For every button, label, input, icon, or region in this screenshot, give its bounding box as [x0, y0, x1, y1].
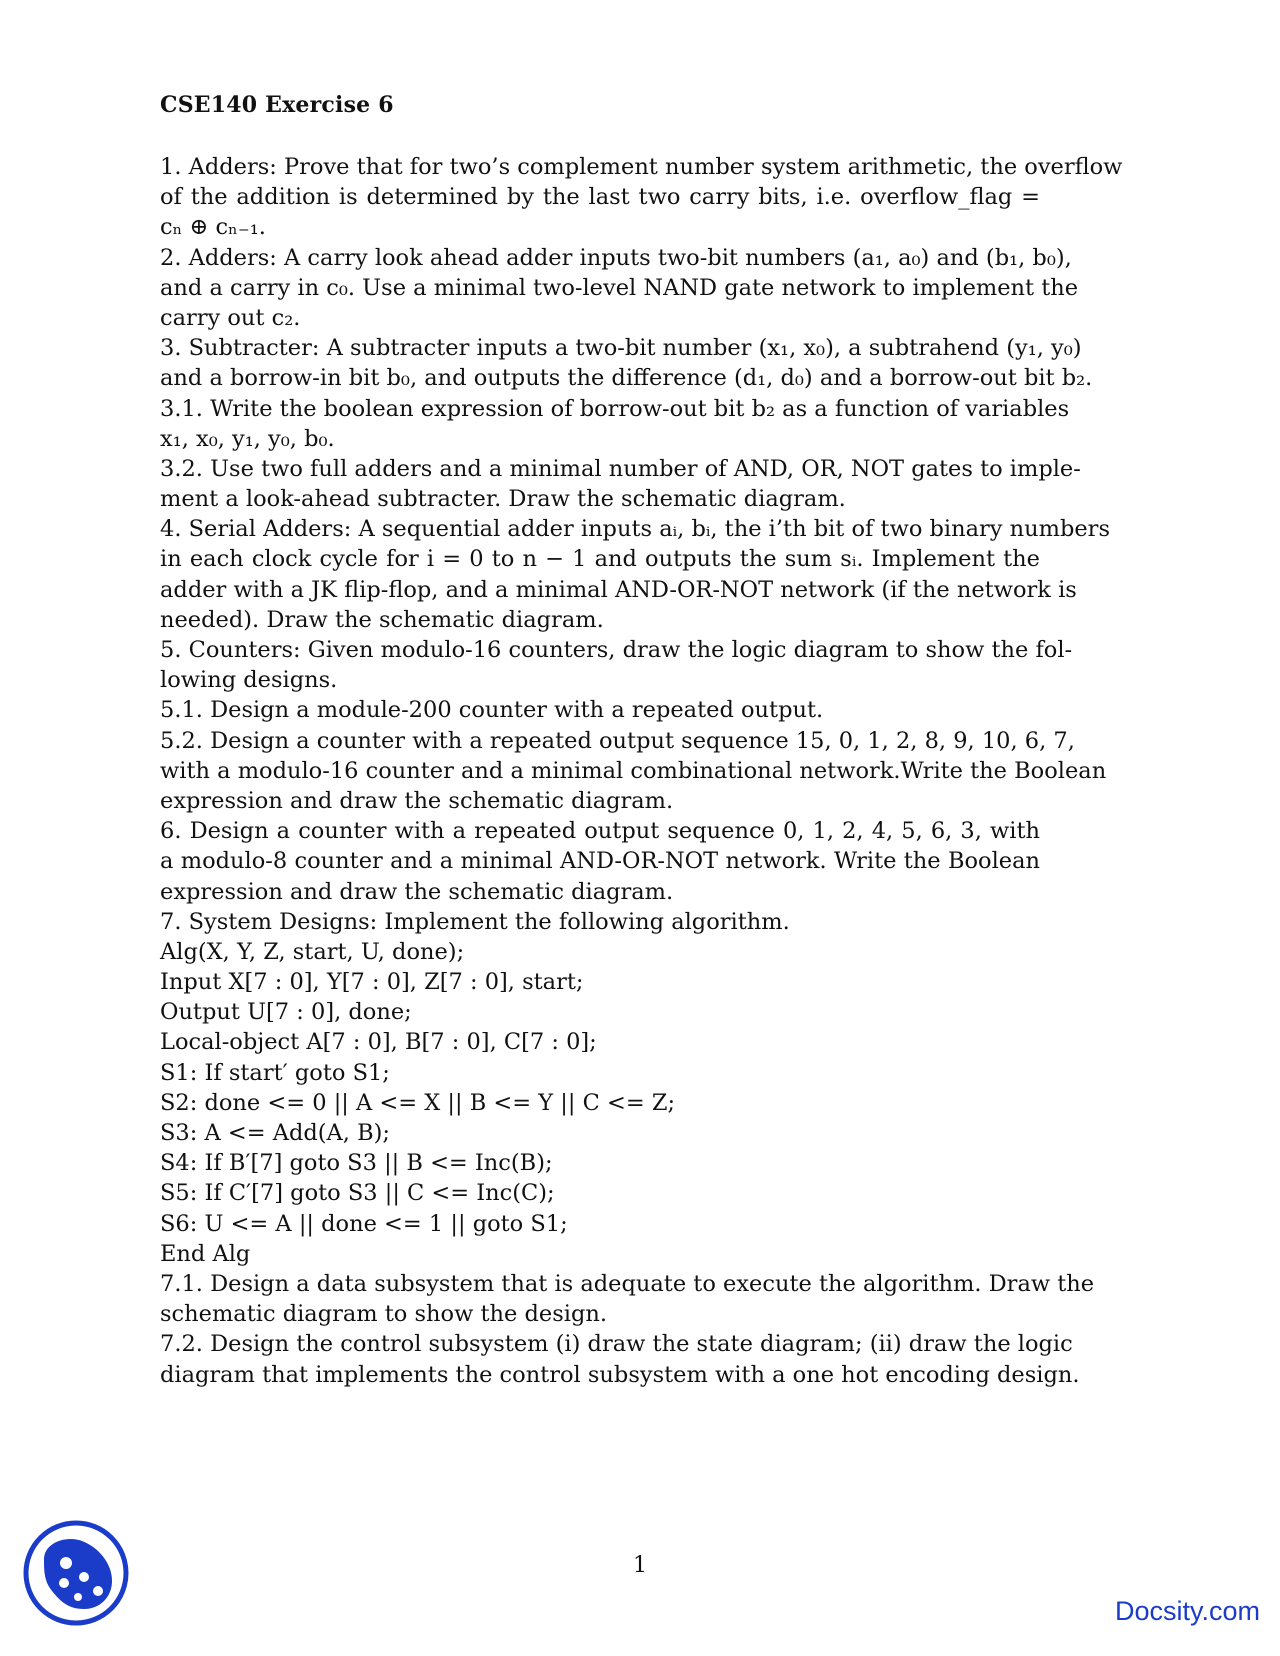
text-line: needed). Draw the schematic diagram. — [160, 606, 604, 633]
text-line: 7.2. Design the control subsystem (i) draw the state diagram; (ii) draw the logic — [160, 1331, 1073, 1358]
docsity-brand-link[interactable]: Docsity.com — [1114, 1596, 1260, 1626]
text-line: 3.1. Write the boolean expression of borrow-out bit b₂ as a function of variables — [160, 395, 1070, 422]
text-line: x₁, x₀, y₁, y₀, b₀. — [160, 425, 335, 452]
text-line: schematic diagram to show the design. — [160, 1301, 608, 1328]
text-line: S5: If C′[7] goto S3 || C <= Inc(C); — [160, 1180, 555, 1207]
exercise-body — [160, 152, 1123, 1390]
text-line: ment a look-ahead subtracter. Draw the schematic diagram. — [160, 486, 846, 513]
text-line: expression and draw the schematic diagram. — [160, 878, 674, 905]
text-line: Input X[7 : 0], Y[7 : 0], Z[7 : 0], start; — [160, 969, 584, 996]
text-line: a modulo-8 counter and a minimal AND-OR-NOT network. Write the Boolean — [160, 848, 1040, 875]
text-line: 7. System Designs: Implement the following algorithm. — [160, 908, 790, 935]
text-line: with a modulo-16 counter and a minimal combinational network.Write the Boolean — [160, 757, 1107, 784]
text-line: Output U[7 : 0], done; — [160, 999, 412, 1026]
text-line: and a borrow-in bit b₀, and outputs the difference (d₁, d₀) and a borrow-out bit b₂. — [160, 365, 1093, 392]
text-line: 5.2. Design a counter with a repeated output sequence 15, 0, 1, 2, 8, 9, 10, 6, 7, — [160, 727, 1075, 754]
text-line: Alg(X, Y, Z, start, U, done); — [160, 938, 465, 965]
text-line: cₙ ⊕ cₙ₋₁. — [160, 214, 266, 241]
text-line: 5. Counters: Given modulo-16 counters, draw the logic diagram to show the fol- — [160, 637, 1073, 663]
text-line: S2: done <= 0 || A <= X || B <= Y || C <= Z; — [160, 1089, 676, 1116]
text-line: End Alg — [160, 1240, 251, 1267]
text-line: S1: If start′ goto S1; — [160, 1059, 390, 1086]
text-line: adder with a JK flip-flop, and a minimal AND-OR-NOT network (if the network is — [160, 576, 1077, 603]
text-line: 6. Design a counter with a repeated output sequence 0, 1, 2, 4, 5, 6, 3, with — [160, 818, 1040, 845]
text-line: and a carry in c₀. Use a minimal two-level NAND gate network to implement the — [160, 274, 1079, 301]
text-line: diagram that implements the control subsystem with a one hot encoding design. — [160, 1361, 1080, 1388]
text-line: in each clock cycle for i = 0 to n − 1 and outputs the sum sᵢ. Implement the — [160, 546, 1040, 573]
text-line: 4. Serial Adders: A sequential adder inputs aᵢ, bᵢ, the i’th bit of two binary numbers — [160, 516, 1110, 543]
text-line: carry out c₂. — [160, 304, 301, 331]
text-line: 2. Adders: A carry look ahead adder inputs two-bit numbers (a₁, a₀) and (b₁, b₀), — [160, 244, 1072, 271]
text-line: S6: U <= A || done <= 1 || goto S1; — [160, 1210, 568, 1237]
page-title: CSE140 Exercise 6 — [160, 92, 394, 118]
docsity-logo-icon[interactable] — [22, 1519, 130, 1627]
text-line: S3: A <= Add(A, B); — [160, 1120, 390, 1146]
text-line: 3.2. Use two full adders and a minimal number of AND, OR, NOT gates to imple- — [160, 455, 1081, 482]
text-line: 5.1. Design a module-200 counter with a repeated output. — [160, 697, 824, 724]
page-number: 1 — [633, 1553, 647, 1578]
text-line: 3. Subtracter: A subtracter inputs a two-bit number (x₁, x₀), a subtrahend (y₁, y₀) — [160, 335, 1082, 362]
text-line: expression and draw the schematic diagram. — [160, 787, 674, 814]
text-line: S4: If B′[7] goto S3 || B <= Inc(B); — [160, 1150, 553, 1177]
text-line: lowing designs. — [160, 667, 338, 694]
text-line: 1. Adders: Prove that for two’s complement number system arithmetic, the overflow — [160, 154, 1123, 180]
text-line: of the addition is determined by the last two carry bits, i.e. overflow_flag = — [160, 184, 1040, 211]
text-line: Local-object A[7 : 0], B[7 : 0], C[7 : 0]; — [160, 1029, 597, 1056]
text-line: 7.1. Design a data subsystem that is adequate to execute the algorithm. Draw the — [160, 1270, 1095, 1297]
